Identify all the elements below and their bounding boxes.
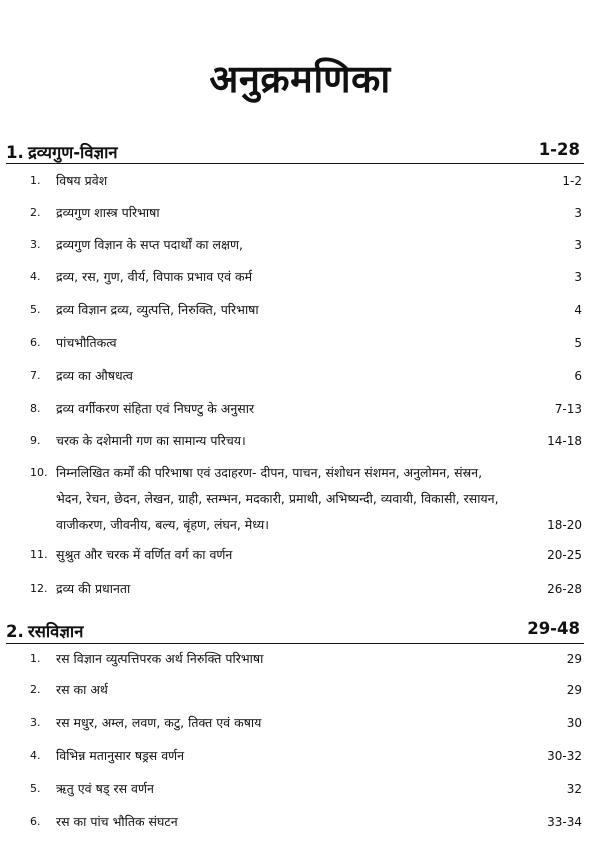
toc-entry: [30, 232, 582, 258]
toc-entry: [30, 776, 582, 802]
toc-entry: [30, 743, 582, 769]
entry-title: विषय प्रवेश: [56, 173, 108, 188]
entry-pages: 32: [566, 782, 582, 796]
entry-pages: 7-13: [554, 402, 582, 416]
entry-number: 10.: [30, 466, 48, 479]
entry-title: रस का पांच भौतिक संघटन: [56, 814, 178, 829]
entry-title: चरक के दशेमानी गण का सामान्य परिचय।: [56, 433, 246, 448]
entry-pages: 3: [574, 206, 582, 220]
entry-title: रस मधुर, अम्ल, लवण, कटु, तिक्त एवं कषाय: [56, 715, 262, 730]
entry-pages: 6: [574, 369, 582, 383]
entry-number: 5.: [30, 782, 41, 795]
entry-pages: 5: [574, 336, 582, 350]
entry-title: द्रव्यगुण विज्ञान के सप्त पदार्थों का लक्षण,: [56, 237, 243, 252]
entry-number: 12.: [30, 582, 48, 595]
toc-entry: [30, 576, 582, 602]
entry-number: 3.: [30, 716, 41, 729]
toc-entry: [30, 200, 582, 226]
entry-pages: 30: [566, 716, 582, 730]
entry-pages: 1-2: [562, 174, 582, 188]
entry-pages: 4: [574, 303, 582, 317]
entry-title: रस का अर्थ: [56, 682, 108, 697]
section-title: रसविज्ञान: [28, 622, 84, 641]
entry-number: 8.: [30, 402, 41, 415]
section-number: 2.: [6, 622, 24, 641]
toc-entry: [30, 297, 582, 323]
section-heading-2: [6, 619, 580, 642]
entry-number: 1.: [30, 174, 41, 187]
toc-entry: [30, 396, 582, 422]
entry-pages: 3: [574, 238, 582, 252]
entry-pages: 30-32: [547, 749, 582, 763]
entry-title: द्रव्य का औषधत्व: [56, 368, 133, 383]
entry-title: निम्नलिखित कर्मों की परिभाषा एवं उदाहरण- दीपन, पाचन, संशोधन संशमन, अनुलोमन, संस्रन, भेदन, रेचन, छेदन, लेखन, ग्राही, स्तम्भन, मदकारी, प्रमाथी, अभिष्यन्दी, व्यवायी, विकासी, रसायन, वाजीकरण, जीवनीय, बल्य, बृंहण, लंघन, मेध्य।: [56, 465, 499, 532]
entry-title: द्रव्य की प्रधानता: [56, 581, 131, 596]
section-heading-1: [6, 140, 580, 163]
toc-entry: [30, 460, 582, 538]
entry-title: द्रव्य वर्गीकरण संहिता एवं निघण्टु के अनुसार: [56, 401, 255, 416]
entry-number: 6.: [30, 336, 41, 349]
entry-title: द्रव्य, रस, गुण, वीर्य, विपाक प्रभाव एवं कर्म: [56, 269, 253, 284]
toc-entry: [30, 542, 582, 568]
section-number: 1.: [6, 143, 24, 162]
entry-number: 3.: [30, 238, 41, 251]
entry-pages: 29: [566, 652, 582, 666]
entry-title: रस विज्ञान व्युत्पत्तिपरक अर्थ निरुक्ति परिभाषा: [56, 651, 264, 666]
entry-title: द्रव्य विज्ञान द्रव्य, व्युत्पत्ति, निरुक्ति, परिभाषा: [56, 302, 259, 317]
entry-pages: 3: [574, 270, 582, 284]
entry-number: 9.: [30, 434, 41, 447]
toc-entry: [30, 168, 582, 194]
entry-pages: 29: [566, 683, 582, 697]
entry-title: ऋतु एवं षड् रस वर्णन: [56, 781, 154, 796]
entry-number: 4.: [30, 749, 41, 762]
entry-title: पांचभौतिकत्व: [56, 335, 117, 350]
entry-number: 5.: [30, 303, 41, 316]
toc-entry: [30, 363, 582, 389]
section-divider: [6, 643, 584, 644]
entry-number: 1.: [30, 652, 41, 665]
entry-title: द्रव्यगुण शास्त्र परिभाषा: [56, 205, 160, 220]
entry-number: 6.: [30, 815, 41, 828]
entry-number: 2.: [30, 683, 41, 696]
toc-entry: [30, 646, 582, 672]
toc-entry: [30, 330, 582, 356]
entry-title: सुश्रुत और चरक में वर्णित वर्ग का वर्णन: [56, 547, 233, 562]
toc-entry: [30, 264, 582, 290]
toc-entry: [30, 710, 582, 736]
entry-pages: 20-25: [547, 548, 582, 562]
toc-entry: [30, 677, 582, 703]
entry-pages: 14-18: [547, 434, 582, 448]
section-pages: 29-48: [527, 619, 580, 638]
entry-number: 7.: [30, 369, 41, 382]
entry-pages: 26-28: [547, 582, 582, 596]
entry-pages: 18-20: [547, 518, 582, 532]
section-pages: 1-28: [538, 140, 580, 159]
entry-number: 11.: [30, 548, 48, 561]
section-divider: [6, 163, 584, 164]
section-title: द्रव्यगुण-विज्ञान: [28, 143, 118, 162]
toc-entry: [30, 428, 582, 454]
entry-pages: 33-34: [547, 815, 582, 829]
page-title: अनुक्रमणिका: [209, 57, 391, 101]
entry-number: 4.: [30, 270, 41, 283]
toc-entry: [30, 809, 582, 835]
entry-title: विभिन्न मतानुसार षड्रस वर्णन: [56, 748, 185, 763]
entry-number: 2.: [30, 206, 41, 219]
